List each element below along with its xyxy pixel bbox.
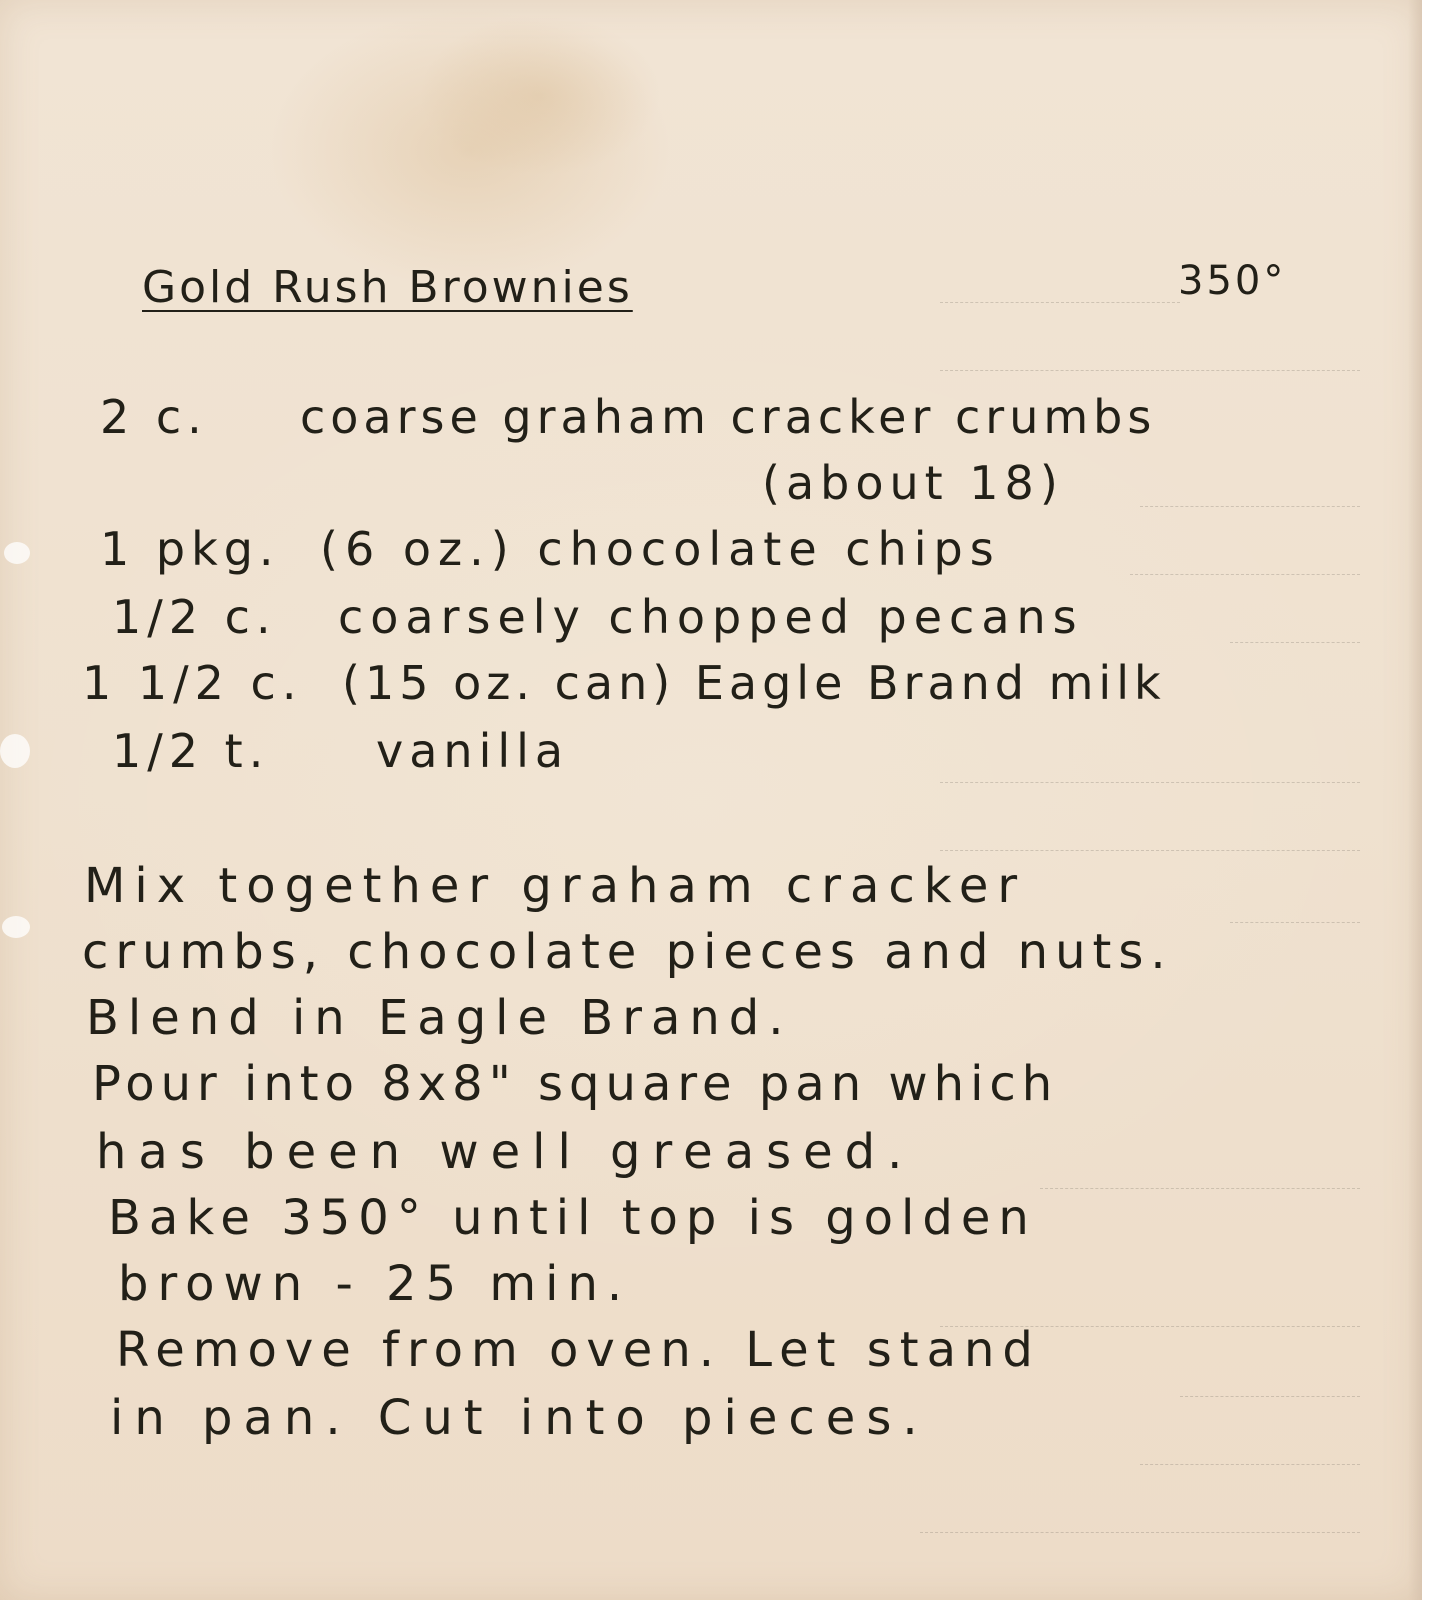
- ingredient-item: coarsely chopped pecans: [338, 590, 1084, 644]
- ingredient-quantity: 1/2 c.: [112, 590, 277, 644]
- direction-line: Bake 350° until top is golden: [108, 1190, 1037, 1246]
- ruled-line: [1230, 922, 1360, 923]
- ingredient-item: coarse graham cracker crumbs: [300, 390, 1157, 444]
- direction-line: Blend in Eagle Brand.: [86, 990, 793, 1046]
- ruled-line: [940, 302, 1180, 303]
- ruled-line: [940, 370, 1360, 371]
- ruled-line: [1140, 506, 1360, 507]
- oven-temperature: 350°: [1178, 258, 1287, 304]
- recipe-title: Gold Rush Brownies: [142, 262, 633, 313]
- ruled-line: [1130, 574, 1360, 575]
- direction-line: Mix together graham cracker: [84, 858, 1027, 914]
- ruled-line: [1230, 642, 1360, 643]
- ruled-line: [1040, 1188, 1360, 1189]
- ingredient-note: (about 18): [762, 456, 1064, 510]
- ingredient-item: (15 oz. can) Eagle Brand milk: [342, 656, 1166, 710]
- ruled-line: [1180, 1396, 1360, 1397]
- direction-line: brown - 25 min.: [118, 1256, 632, 1312]
- ingredient-item: vanilla: [376, 724, 570, 778]
- paper-wear-mark: [2, 916, 30, 938]
- ruled-line: [920, 1532, 1360, 1533]
- direction-line: has been well greased.: [96, 1124, 915, 1180]
- ingredient-quantity: 1 pkg.: [100, 522, 280, 576]
- ruled-line: [940, 782, 1360, 783]
- ingredient-quantity: 1 1/2 c.: [82, 656, 303, 710]
- ingredient-item: (6 oz.) chocolate chips: [320, 522, 1001, 576]
- paper-wear-mark: [4, 542, 30, 564]
- ingredient-quantity: 2 c.: [100, 390, 208, 444]
- direction-line: crumbs, chocolate pieces and nuts.: [82, 924, 1173, 980]
- direction-line: Pour into 8x8" square pan which: [92, 1056, 1059, 1112]
- direction-line: in pan. Cut into pieces.: [110, 1390, 929, 1446]
- paper-wear-mark: [0, 734, 30, 768]
- ruled-line: [940, 850, 1360, 851]
- ruled-line: [1140, 1464, 1360, 1465]
- ingredient-quantity: 1/2 t.: [112, 724, 270, 778]
- direction-line: Remove from oven. Let stand: [116, 1322, 1041, 1378]
